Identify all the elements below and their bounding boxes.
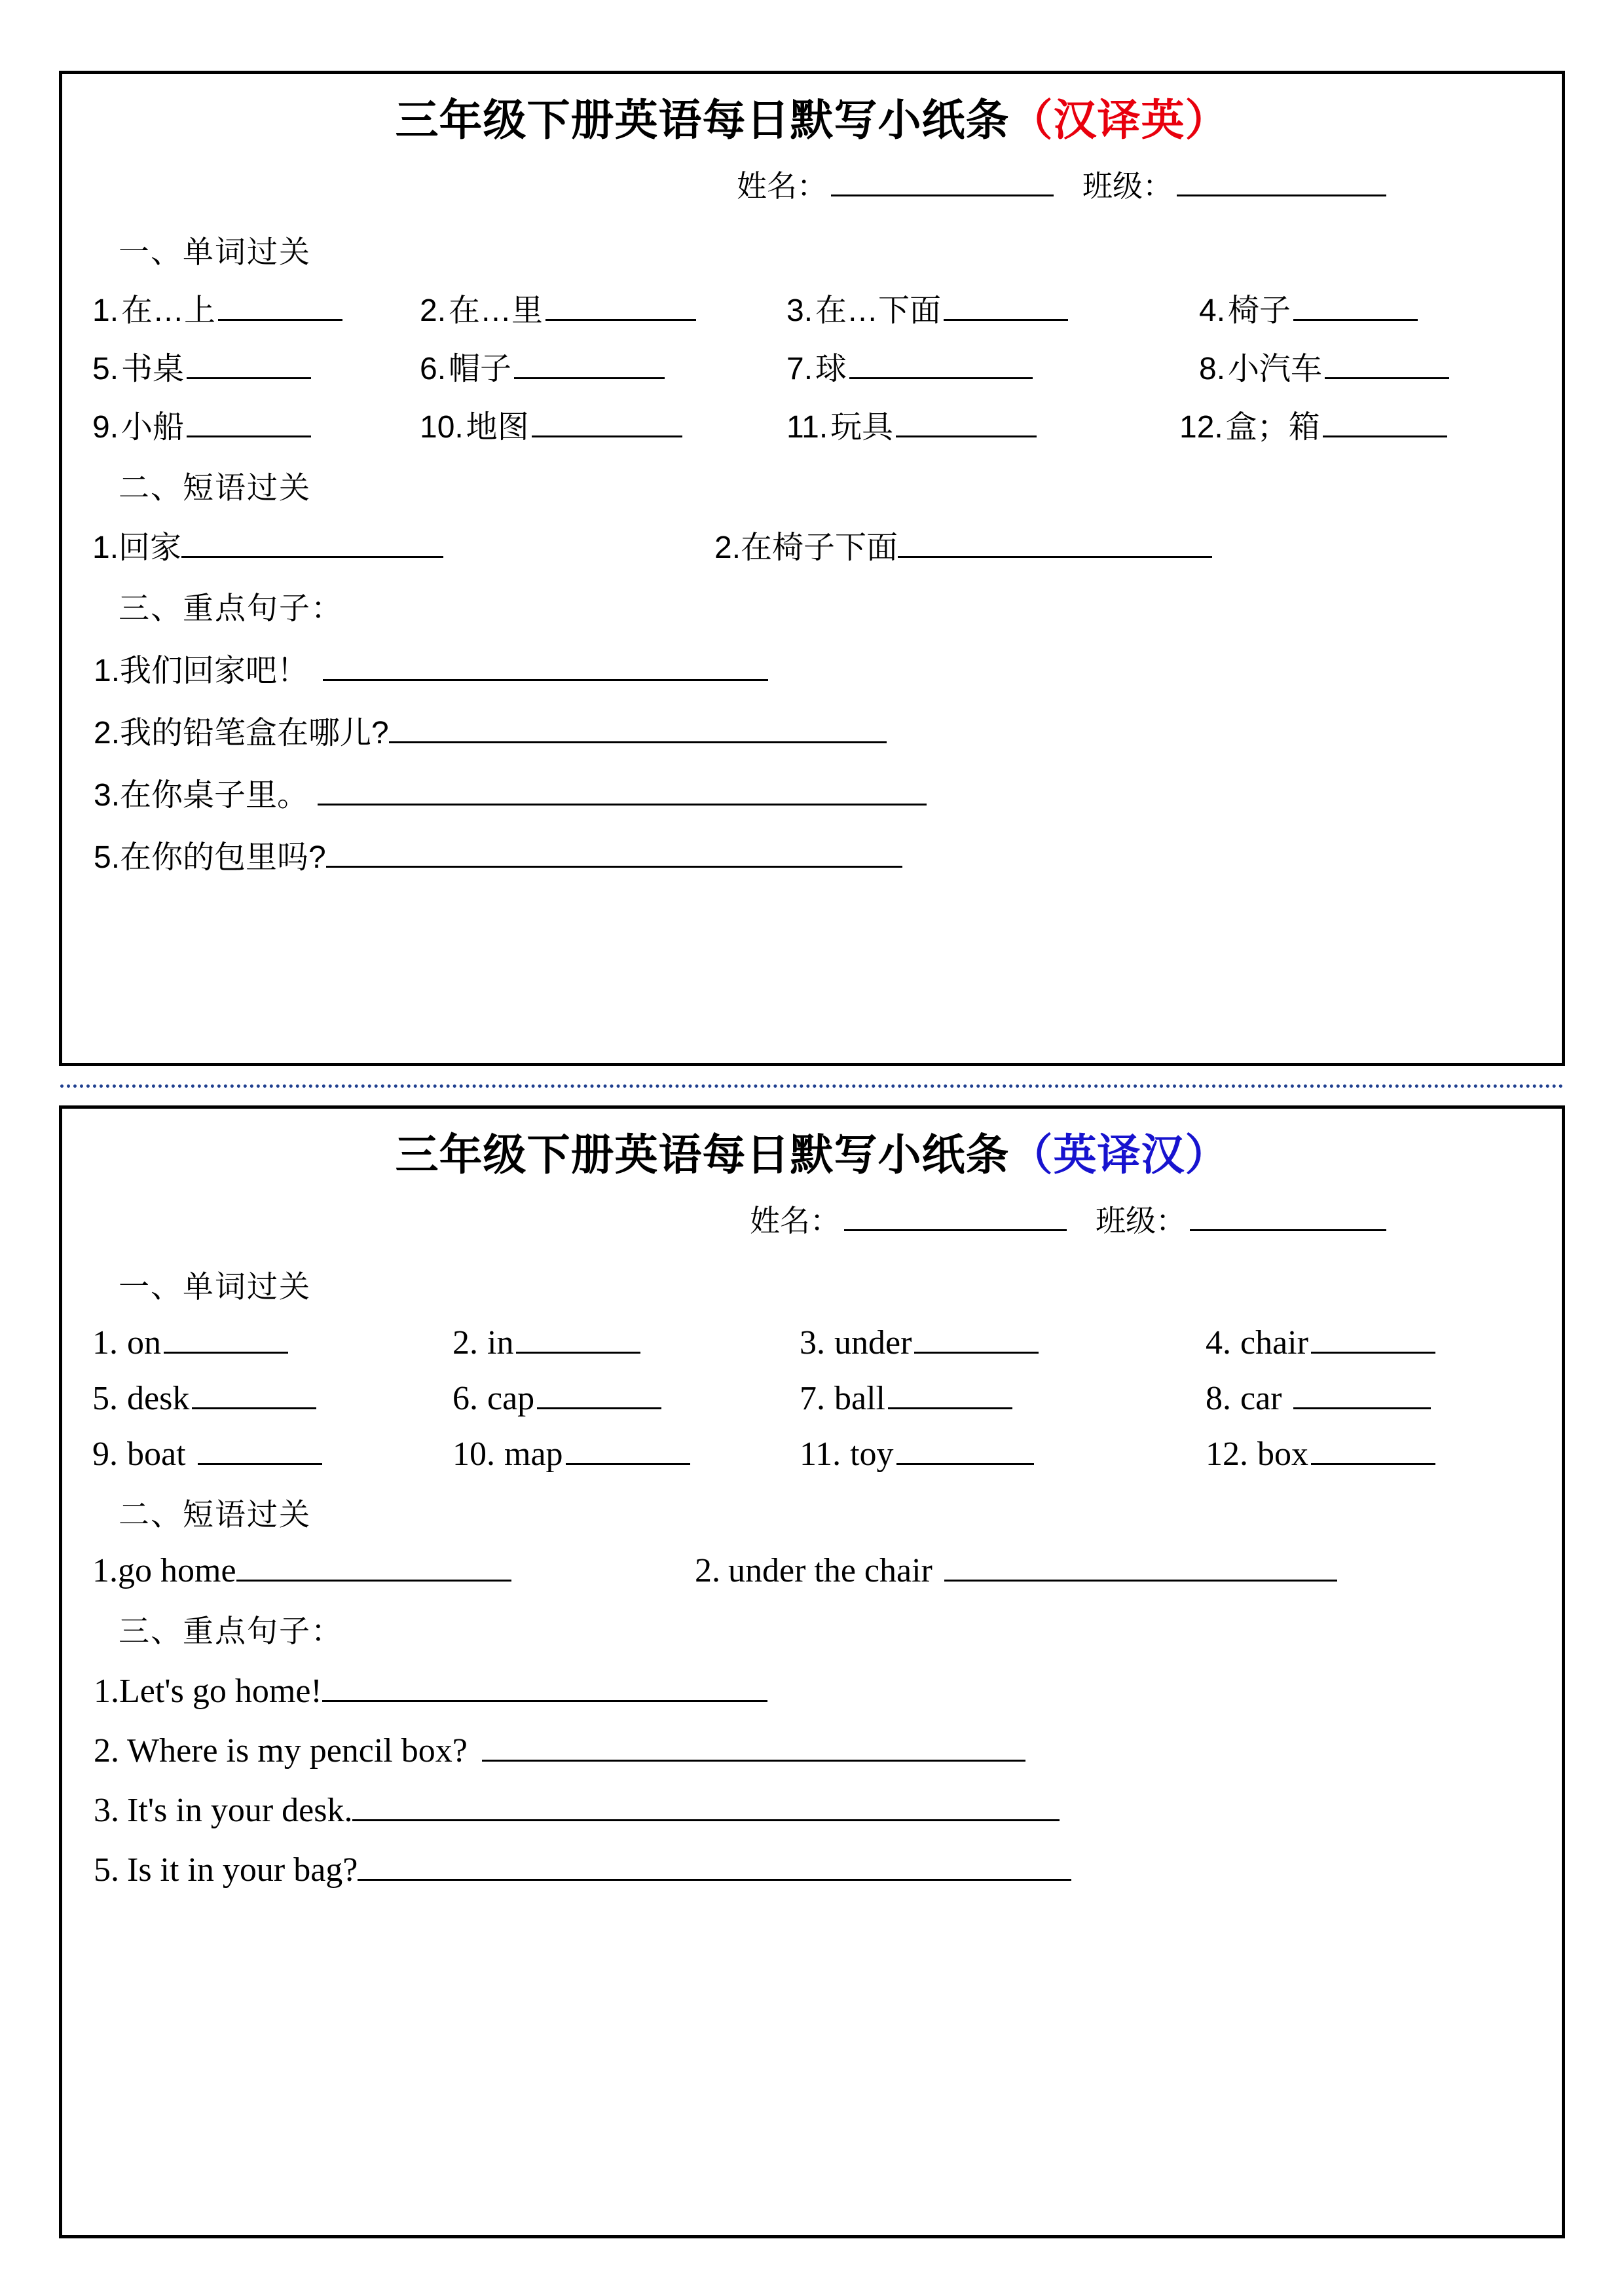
sentence-number: 2. bbox=[94, 1731, 119, 1769]
word-number: 1. bbox=[92, 1324, 118, 1361]
answer-blank[interactable] bbox=[198, 1463, 322, 1465]
answer-blank[interactable] bbox=[1325, 377, 1449, 379]
word-number: 12. bbox=[1206, 1435, 1248, 1473]
word-item bbox=[92, 343, 420, 388]
sentence-number: 5. bbox=[94, 1851, 119, 1889]
word-text: 椅子 bbox=[1228, 293, 1291, 328]
answer-blank[interactable] bbox=[545, 319, 696, 321]
word-number: 9. bbox=[92, 1435, 118, 1473]
word-item bbox=[92, 1435, 452, 1473]
phrase-number: 1. bbox=[92, 530, 119, 565]
word-item bbox=[1206, 1435, 1435, 1473]
word-text: 玩具 bbox=[830, 409, 894, 445]
answer-blank[interactable] bbox=[236, 1580, 511, 1582]
word-text: 地图 bbox=[466, 409, 529, 445]
sentence-row bbox=[94, 769, 1532, 815]
sentence-row bbox=[94, 832, 1532, 877]
answer-blank[interactable] bbox=[888, 1407, 1012, 1409]
phrase-text: 在椅子下面 bbox=[741, 530, 898, 565]
answer-blank[interactable] bbox=[896, 1463, 1034, 1465]
word-text: ball bbox=[834, 1379, 885, 1417]
word-number: 10. bbox=[452, 1435, 495, 1473]
answer-blank[interactable] bbox=[944, 319, 1068, 321]
word-item bbox=[420, 401, 786, 447]
word-number: 10. bbox=[420, 409, 464, 445]
phrase-text: under the chair bbox=[728, 1551, 932, 1589]
answer-blank[interactable] bbox=[326, 866, 902, 868]
word-item bbox=[786, 401, 1179, 447]
phrase-number: 2. bbox=[714, 530, 741, 565]
word-item bbox=[420, 285, 786, 330]
word-number: 6. bbox=[452, 1379, 478, 1417]
worksheet-title-main: 三年级下册英语每日默写小纸条 bbox=[395, 96, 1010, 144]
word-item bbox=[92, 285, 420, 330]
word-text: 盒；箱 bbox=[1225, 409, 1320, 445]
word-item bbox=[452, 1435, 800, 1473]
worksheet-english-to-chinese bbox=[59, 1105, 1565, 2238]
worksheet-title bbox=[92, 96, 1532, 144]
sentence-number: 1. bbox=[94, 1672, 119, 1710]
name-label: 姓名： bbox=[750, 1203, 840, 1238]
word-number: 4. bbox=[1199, 293, 1226, 328]
class-label: 班级： bbox=[1082, 168, 1173, 203]
phrase-row bbox=[92, 522, 1532, 567]
word-number: 2. bbox=[420, 293, 447, 328]
answer-blank[interactable] bbox=[164, 1352, 288, 1354]
sentence-row bbox=[94, 707, 1532, 752]
answer-blank[interactable] bbox=[516, 1352, 640, 1354]
word-row bbox=[92, 343, 1532, 388]
word-row bbox=[92, 1379, 1532, 1418]
word-number: 8. bbox=[1199, 351, 1226, 386]
word-text: on bbox=[127, 1324, 161, 1361]
word-item bbox=[800, 1379, 1206, 1418]
word-item bbox=[786, 285, 1199, 330]
word-number: 3. bbox=[786, 293, 813, 328]
class-field bbox=[1096, 1197, 1386, 1240]
phrase-text: 回家 bbox=[119, 530, 182, 565]
section-heading-phrases: 二、短语过关 bbox=[119, 1496, 311, 1532]
word-text: 在…里 bbox=[449, 293, 544, 328]
worksheet-title-main: 三年级下册英语每日默写小纸条 bbox=[395, 1130, 1010, 1179]
word-item bbox=[800, 1435, 1206, 1473]
answer-blank[interactable] bbox=[1293, 1407, 1431, 1409]
word-item bbox=[92, 401, 420, 447]
section-heading-words: 一、单词过关 bbox=[119, 1268, 311, 1304]
worksheet-title-accent: （英译汉） bbox=[1009, 1130, 1229, 1179]
class-label: 班级： bbox=[1096, 1203, 1186, 1238]
word-text: car bbox=[1240, 1379, 1282, 1417]
sentence-text: Is it in your bag? bbox=[127, 1851, 358, 1889]
sentence-row bbox=[94, 1791, 1532, 1830]
sentence-number: 1. bbox=[94, 653, 120, 688]
answer-blank[interactable] bbox=[1311, 1463, 1435, 1465]
sentence-text: It's in your desk. bbox=[127, 1791, 353, 1829]
answer-blank[interactable] bbox=[849, 377, 1033, 379]
answer-blank[interactable] bbox=[322, 1700, 767, 1702]
word-text: 在…上 bbox=[121, 293, 216, 328]
phrase-item bbox=[92, 522, 714, 567]
word-item bbox=[452, 1379, 800, 1418]
class-input-blank[interactable] bbox=[1190, 1229, 1386, 1231]
word-text: 在…下面 bbox=[815, 293, 942, 328]
word-number: 8. bbox=[1206, 1379, 1231, 1417]
word-number: 6. bbox=[420, 351, 447, 386]
sentence-number: 5. bbox=[94, 840, 120, 875]
answer-blank[interactable] bbox=[944, 1580, 1337, 1582]
word-item bbox=[452, 1324, 800, 1362]
student-meta-row bbox=[92, 1197, 1532, 1240]
sentence-number: 2. bbox=[94, 715, 120, 750]
student-meta-row bbox=[92, 162, 1532, 206]
answer-blank[interactable] bbox=[389, 741, 887, 743]
word-text: 小船 bbox=[121, 409, 185, 445]
word-text: cap bbox=[487, 1379, 535, 1417]
sentence-text: 在你的包里吗? bbox=[120, 840, 326, 875]
word-number: 3. bbox=[800, 1324, 825, 1361]
phrase-item bbox=[714, 522, 1212, 567]
word-text: boat bbox=[127, 1435, 186, 1473]
word-text: 球 bbox=[815, 351, 847, 386]
word-item bbox=[786, 343, 1199, 388]
word-number: 7. bbox=[800, 1379, 825, 1417]
word-item bbox=[800, 1324, 1206, 1362]
section-heading-sentences: 三、重点句子： bbox=[119, 590, 343, 625]
answer-blank[interactable] bbox=[323, 679, 768, 681]
word-number: 4. bbox=[1206, 1324, 1231, 1361]
answer-blank[interactable] bbox=[181, 556, 443, 558]
word-number: 11. bbox=[786, 409, 828, 445]
word-item bbox=[92, 1379, 452, 1418]
sentence-row bbox=[94, 1851, 1532, 1889]
word-item bbox=[1206, 1379, 1431, 1418]
answer-blank[interactable] bbox=[192, 1407, 316, 1409]
answer-blank[interactable] bbox=[914, 1352, 1039, 1354]
word-text: 小汽车 bbox=[1228, 351, 1323, 386]
word-number: 5. bbox=[92, 351, 119, 386]
phrase-text: go home bbox=[118, 1551, 236, 1589]
phrase-number: 1. bbox=[92, 1551, 118, 1589]
section-heading-words: 一、单词过关 bbox=[119, 234, 311, 269]
class-input-blank[interactable] bbox=[1177, 194, 1386, 196]
word-text: 帽子 bbox=[449, 351, 512, 386]
word-number: 9. bbox=[92, 409, 119, 445]
sentence-row bbox=[94, 645, 1532, 690]
section-heading-phrases: 二、短语过关 bbox=[119, 470, 311, 505]
sentence-row bbox=[94, 1731, 1532, 1770]
word-item bbox=[1199, 285, 1418, 330]
answer-blank[interactable] bbox=[318, 804, 927, 805]
word-number: 1. bbox=[92, 293, 119, 328]
answer-blank[interactable] bbox=[218, 319, 342, 321]
word-number: 12. bbox=[1179, 409, 1223, 445]
word-text: chair bbox=[1240, 1324, 1308, 1361]
word-row bbox=[92, 1435, 1532, 1473]
word-number: 2. bbox=[452, 1324, 478, 1361]
sentence-text: 我的铅笔盒在哪儿? bbox=[120, 715, 389, 750]
answer-blank[interactable] bbox=[514, 377, 665, 379]
word-row bbox=[92, 1324, 1532, 1362]
sentence-text: 在你桌子里。 bbox=[120, 777, 309, 813]
name-label: 姓名： bbox=[737, 168, 827, 203]
word-text: under bbox=[834, 1324, 912, 1361]
sentence-number: 3. bbox=[94, 1791, 119, 1829]
word-number: 5. bbox=[92, 1379, 118, 1417]
word-item bbox=[1206, 1324, 1435, 1362]
word-row bbox=[92, 285, 1532, 330]
word-text: 书桌 bbox=[121, 351, 185, 386]
word-item bbox=[1199, 343, 1449, 388]
answer-blank[interactable] bbox=[532, 435, 682, 437]
word-text: toy bbox=[850, 1435, 894, 1473]
word-text: box bbox=[1257, 1435, 1308, 1473]
answer-blank[interactable] bbox=[187, 377, 311, 379]
name-input-blank[interactable] bbox=[831, 194, 1054, 196]
word-text: desk bbox=[127, 1379, 190, 1417]
answer-blank[interactable] bbox=[1323, 435, 1447, 437]
answer-blank[interactable] bbox=[1293, 319, 1418, 321]
phrase-item bbox=[92, 1551, 695, 1590]
sentence-text: Where is my pencil box? bbox=[127, 1731, 468, 1769]
word-number: 11. bbox=[800, 1435, 841, 1473]
word-row bbox=[92, 401, 1532, 447]
sentence-text: 我们回家吧！ bbox=[120, 653, 309, 688]
word-text: map bbox=[504, 1435, 563, 1473]
worksheet-chinese-to-english bbox=[59, 71, 1565, 1066]
word-item bbox=[92, 1324, 452, 1362]
phrase-row bbox=[92, 1551, 1532, 1590]
answer-blank[interactable] bbox=[566, 1463, 690, 1465]
answer-blank[interactable] bbox=[896, 435, 1037, 437]
phrase-item bbox=[695, 1551, 1337, 1590]
section-heading-sentences: 三、重点句子： bbox=[119, 1613, 343, 1648]
sentence-number: 3. bbox=[94, 777, 120, 813]
answer-blank[interactable] bbox=[352, 1819, 1060, 1821]
word-text: in bbox=[487, 1324, 514, 1361]
sentence-text: Let's go home! bbox=[119, 1672, 322, 1710]
answer-blank[interactable] bbox=[537, 1407, 661, 1409]
name-field bbox=[737, 162, 1082, 206]
phrase-number: 2. bbox=[695, 1551, 720, 1589]
word-number: 7. bbox=[786, 351, 813, 386]
answer-blank[interactable] bbox=[898, 556, 1212, 558]
cut-line-divider bbox=[59, 1066, 1565, 1105]
worksheet-title bbox=[92, 1131, 1532, 1179]
worksheet-title-accent: （汉译英） bbox=[1009, 96, 1229, 144]
dotted-cut-line bbox=[60, 1084, 1564, 1088]
sentence-row bbox=[94, 1672, 1532, 1711]
answer-blank[interactable] bbox=[358, 1879, 1071, 1881]
name-input-blank[interactable] bbox=[844, 1229, 1067, 1231]
answer-blank[interactable] bbox=[1311, 1352, 1435, 1354]
word-item bbox=[420, 343, 786, 388]
name-field bbox=[750, 1197, 1096, 1240]
word-item bbox=[1179, 401, 1447, 447]
answer-blank[interactable] bbox=[482, 1760, 1025, 1762]
class-field bbox=[1082, 162, 1386, 206]
answer-blank[interactable] bbox=[187, 435, 311, 437]
